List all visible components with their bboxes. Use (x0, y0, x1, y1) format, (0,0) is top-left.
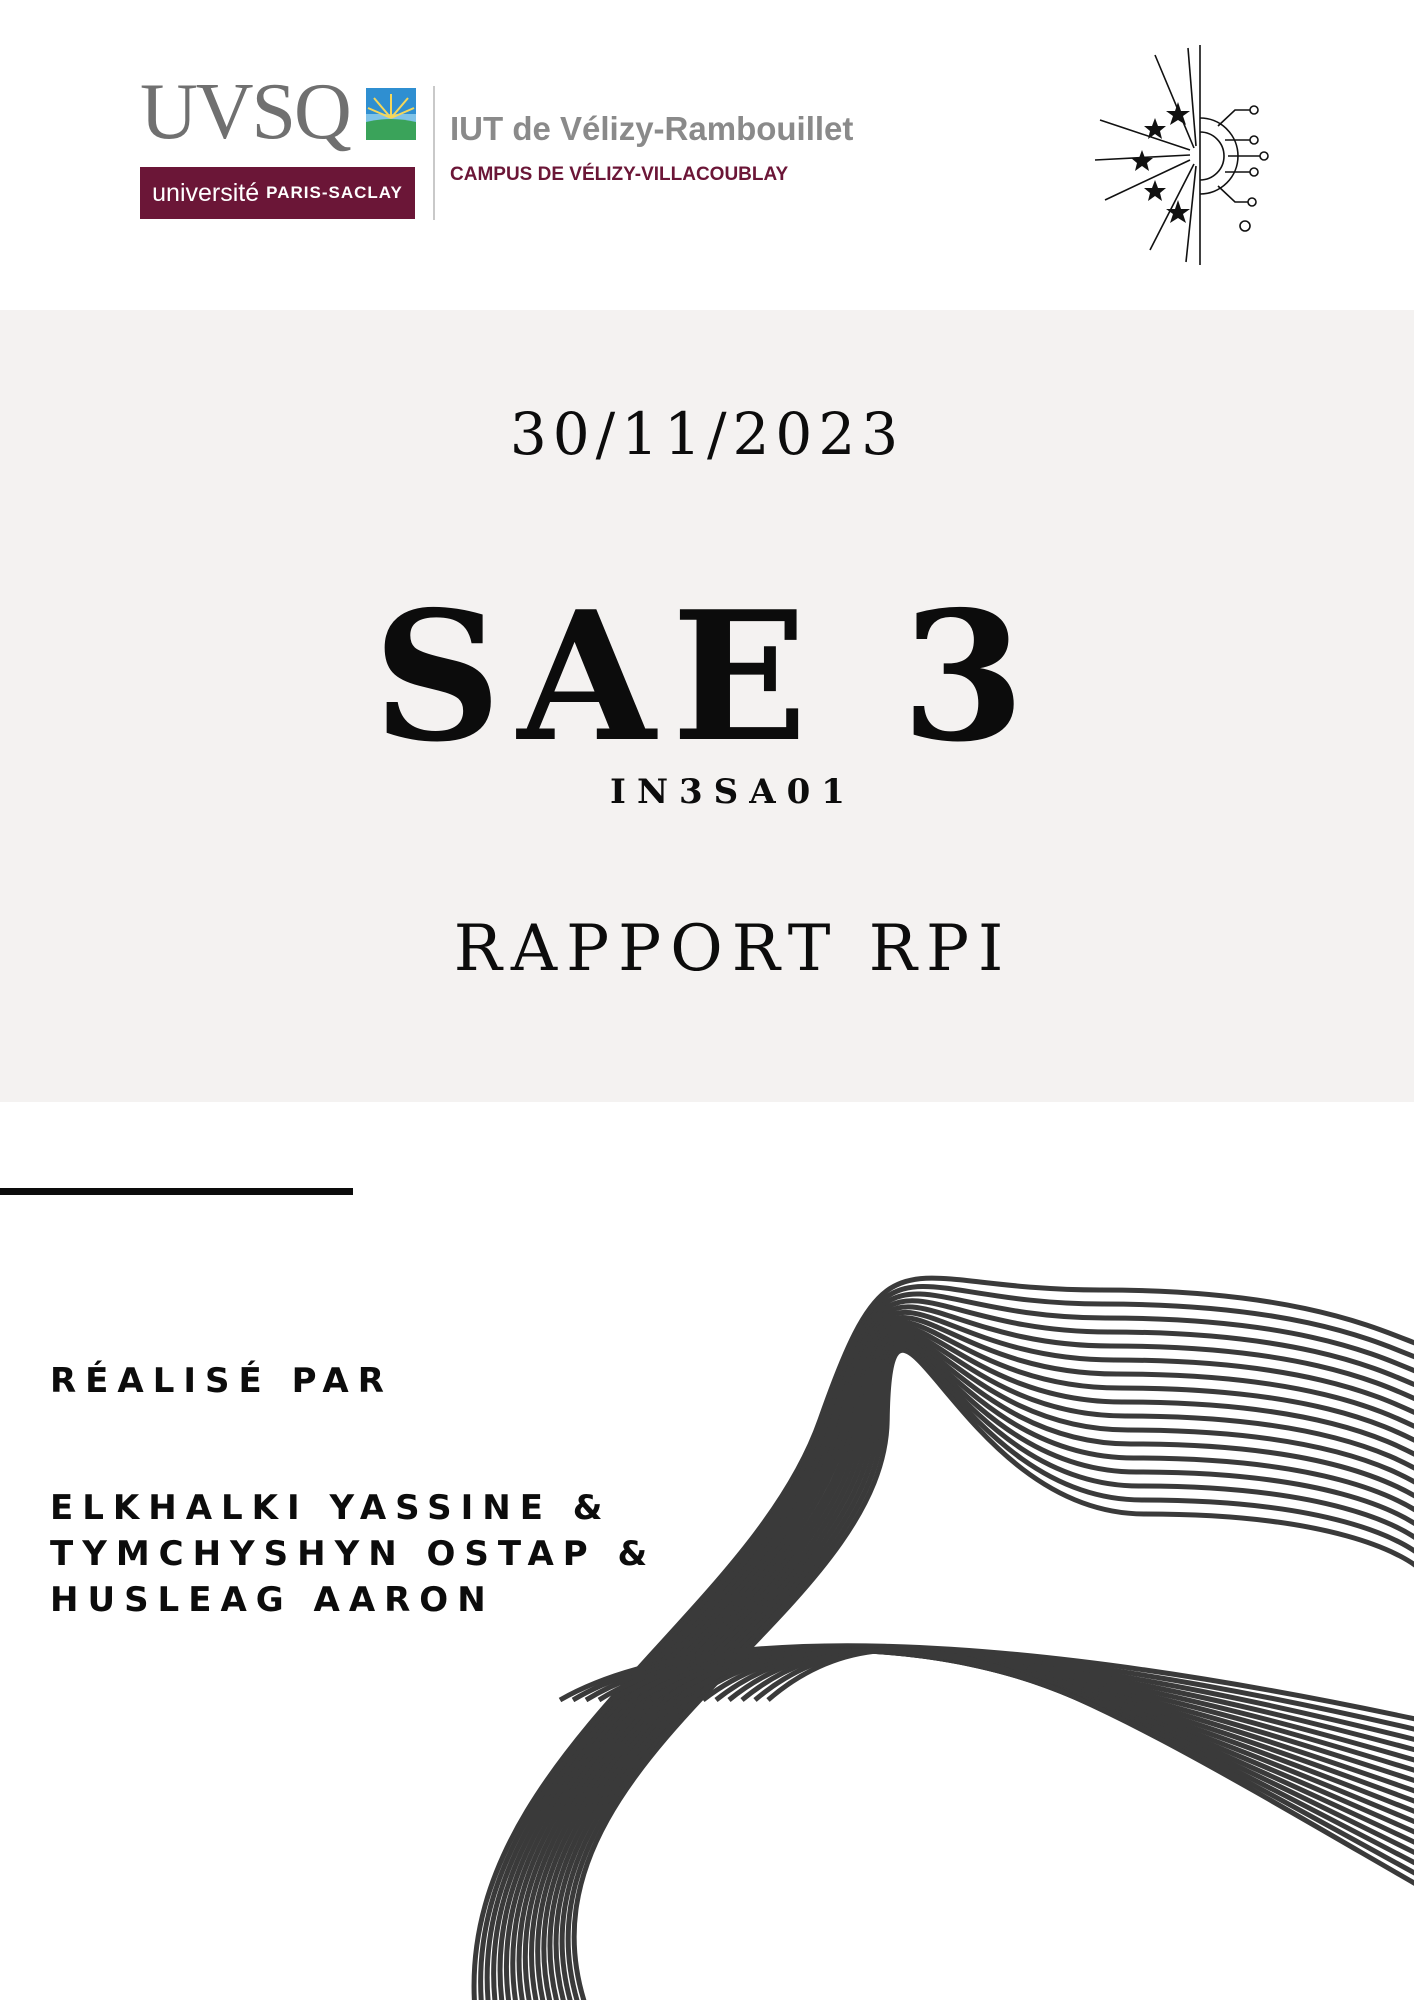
report-title: SAE 3 (372, 572, 1042, 781)
ups-name: PARIS-SACLAY (266, 183, 403, 202)
iut-title: IUT de Vélizy-Rambouillet (450, 110, 854, 147)
iut-campus: CAMPUS DE VÉLIZY-VILLACOUBLAY (450, 164, 789, 185)
ups-prefix: université (152, 178, 260, 207)
course-code: IN3SA01 (610, 772, 856, 812)
authors-label: RÉALISÉ PAR (50, 1361, 393, 1401)
author-line: TYMCHYSHYN OSTAP & (50, 1534, 657, 1574)
author-line: HUSLEAG AARON (50, 1580, 495, 1620)
report-date: 30/11/2023 (509, 400, 905, 468)
author-line: ELKHALKI YASSINE & (50, 1488, 612, 1528)
uvsq-logo-text: UVSQ (140, 68, 350, 156)
report-subtitle: RAPPORT RPI (453, 912, 1013, 986)
